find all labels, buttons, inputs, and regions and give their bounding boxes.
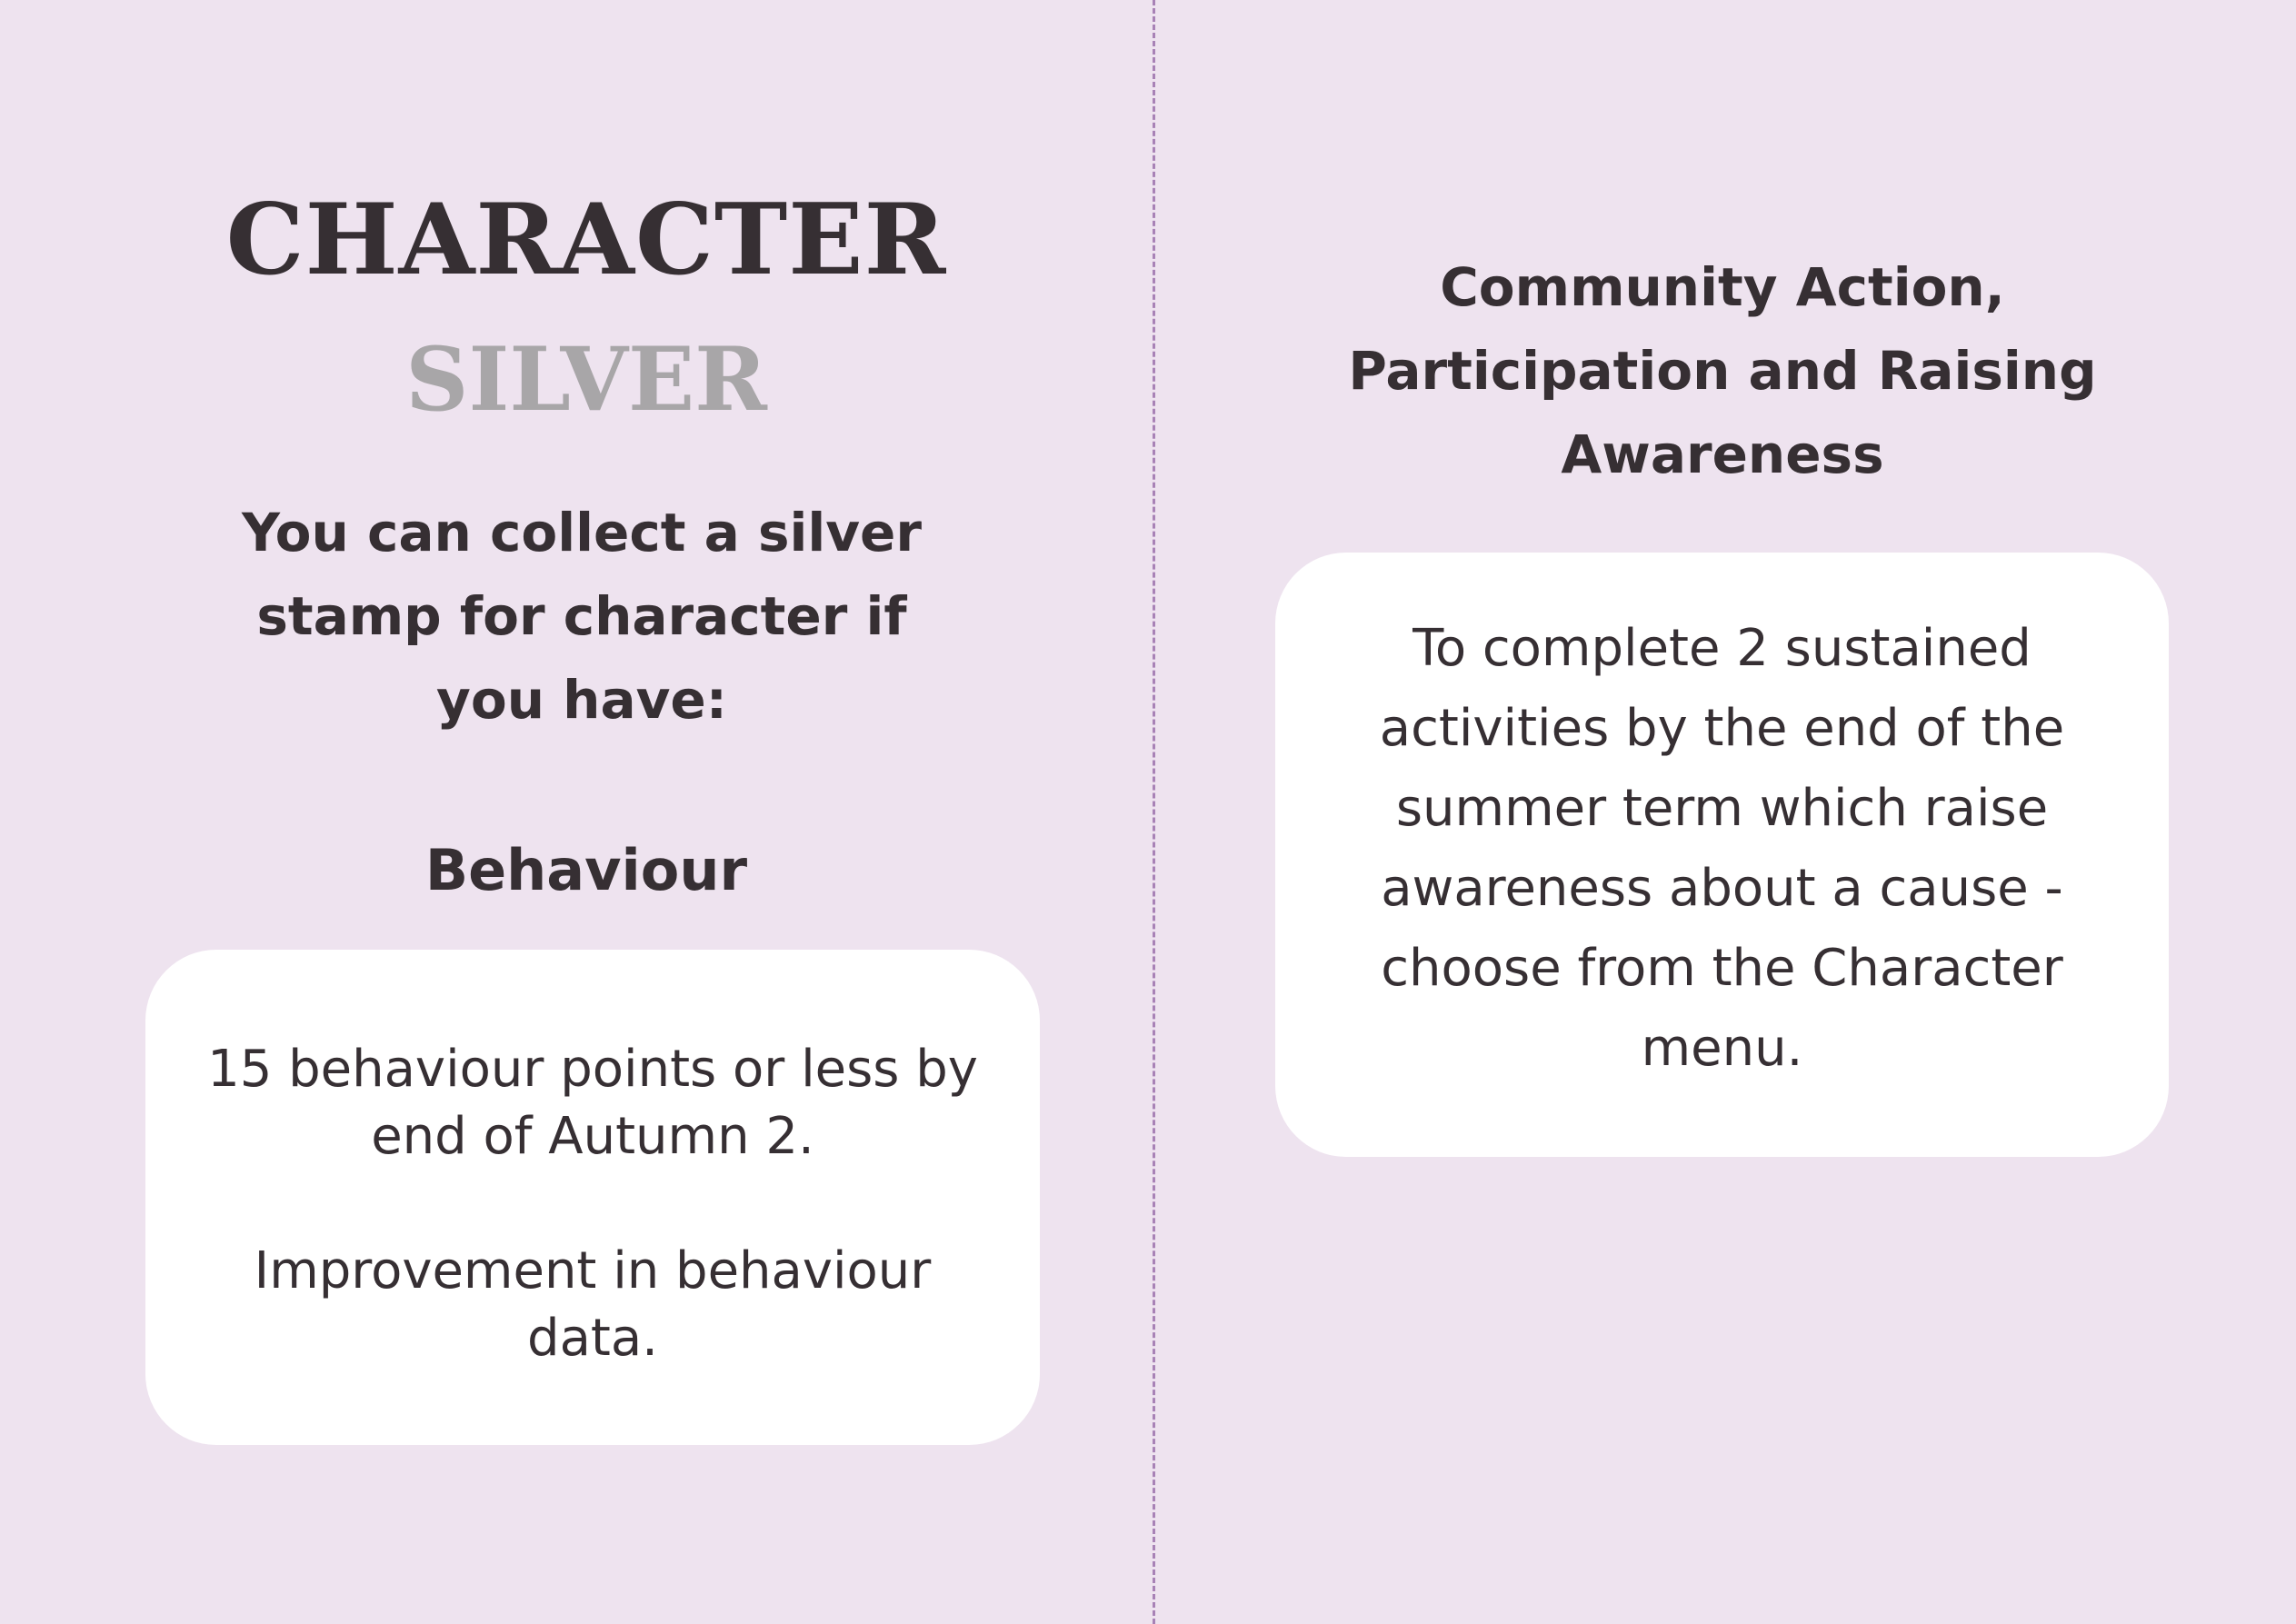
criteria-line: Improvement in behaviour (254, 1241, 932, 1300)
intro-line: you have: (436, 669, 727, 731)
intro-line: stamp for character if (256, 585, 907, 647)
intro-line: You can collect a silver (242, 502, 922, 563)
card-line: summer term which raise (1395, 779, 2049, 838)
intro-text (209, 491, 954, 742)
behaviour-criteria-1 (200, 1036, 985, 1171)
card-line: activities by the end of the (1379, 699, 2065, 758)
heading-line: Participation and Raising (1348, 340, 2097, 402)
community-action-card (1275, 553, 2169, 1157)
behaviour-heading: Behaviour (424, 837, 748, 903)
community-action-heading (1291, 245, 2154, 496)
card-line: choose from the Character (1381, 939, 2063, 998)
behaviour-criteria-2 (200, 1238, 985, 1372)
criteria-line: data. (527, 1309, 658, 1368)
criteria-line: end of Autumn 2. (371, 1107, 814, 1166)
heading-line: Awareness (1561, 423, 1884, 485)
card-line: To complete 2 sustained (1413, 619, 2031, 678)
card-line: awareness about a cause - (1381, 859, 2063, 918)
behaviour-card (145, 950, 1040, 1445)
page-title: CHARACTER (225, 183, 947, 297)
criteria-line: 15 behaviour points or less by (207, 1040, 978, 1099)
heading-line: Community Action, (1440, 256, 2005, 318)
card-line: menu. (1641, 1019, 1803, 1078)
level-subtitle: SILVER (405, 328, 767, 431)
